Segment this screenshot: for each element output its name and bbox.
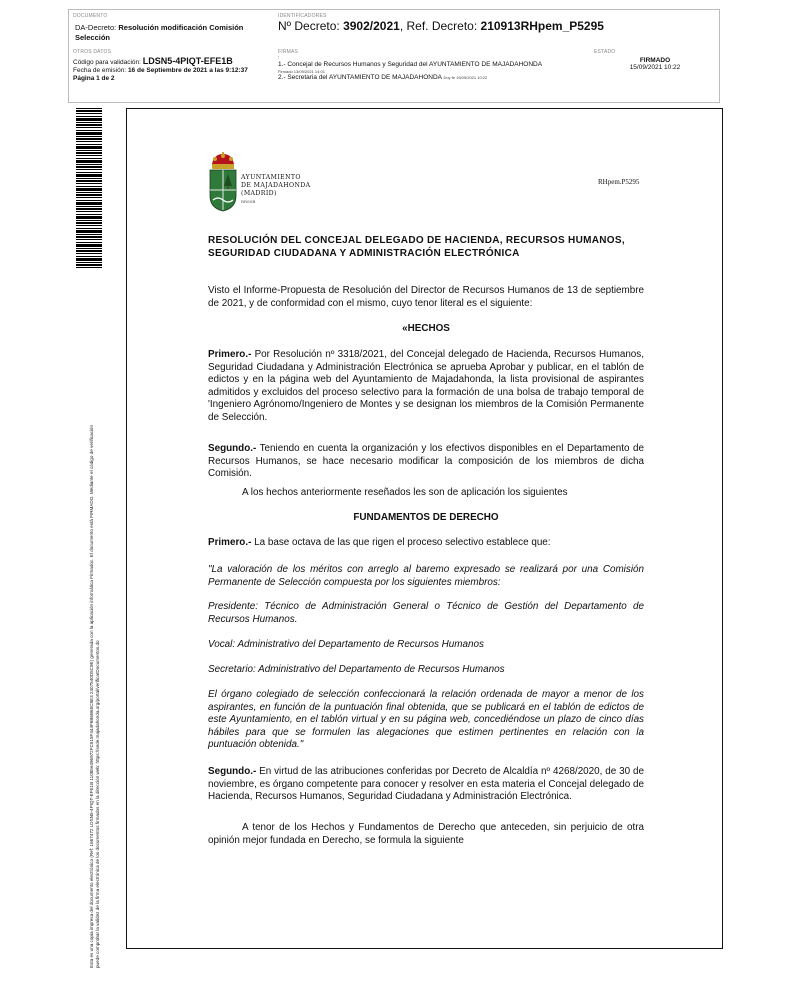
- fecha-label: Fecha de emisión:: [73, 67, 127, 74]
- fundamentos-segundo-text: En virtud de las atribuciones conferidas por Decreto de Alcaldía nº 4268/2020, de 30 de noviembre, es órgano competente para conocer y resolver en esta materia el Concejal delegado de Hacienda, Recursos Humanos, Seguridad Ciudadana y Administración Electrónica.: [208, 766, 644, 802]
- hechos-segundo-label: Segundo.-: [208, 443, 257, 454]
- firmas-caption: FIRMAS: [278, 49, 299, 55]
- pagina: Página 1 de 2: [73, 75, 115, 82]
- firma-2-detail: Doy fe 15/09/2021 10:22: [443, 75, 488, 80]
- codigo-row: [73, 57, 270, 67]
- hechos-primero-label: Primero.-: [208, 349, 252, 360]
- fundamentos-heading: FUNDAMENTOS DE DERECHO: [353, 512, 499, 523]
- identificadores-value: [278, 19, 716, 33]
- hechos-close: A los hechos anteriormente reseñados les son de aplicación los siguientes: [242, 487, 568, 498]
- decreto-number: 3902/2021: [343, 19, 400, 33]
- fundamentos-primero: [208, 537, 644, 550]
- barcode: [76, 108, 102, 270]
- hechos-segundo: [208, 443, 644, 481]
- header-firmas-cell: [274, 46, 590, 103]
- quote-paragraph-2: Presidente: Técnico de Administración General o Técnico de Gestión del Departamento de Recursos Humanos.: [208, 601, 644, 625]
- document-header: [68, 9, 720, 103]
- header-documento-cell: [69, 10, 274, 46]
- estado-caption: ESTADO: [594, 49, 616, 55]
- codigo-validacion: LDSN5-4PIQT-EFE1B: [142, 56, 233, 66]
- fundamentos-primero-text: La base octava de las que rigen el proceso selectivo establece que:: [251, 537, 551, 548]
- quote-paragraph-3: Vocal: Administrativo del Departamento de Recursos Humanos: [208, 639, 484, 650]
- decreto-label: Nº Decreto:: [278, 19, 340, 33]
- header-identificadores-cell: [274, 10, 720, 46]
- quote-paragraph-1: "La valoración de los méritos con arreglo al baremo expresado se realizará por una Comisión Permanente de Selección compuesta por los siguientes miembros:: [208, 564, 644, 588]
- otros-datos-caption: OTROS DATOS: [73, 49, 112, 55]
- inst-line-3: (MADRID): [241, 190, 277, 197]
- inst-line-2: DE MAJADAHONDA: [241, 182, 311, 189]
- hechos-heading: «HECHOS: [402, 323, 450, 334]
- fecha-emision: 16 de Septiembre de 2021 a las 9:12:37: [127, 67, 248, 74]
- header-otros-datos-cell: [69, 46, 274, 103]
- documento-caption: DOCUMENTO: [73, 13, 108, 19]
- intro-paragraph: Visto el Informe-Propuesta de Resolución del Director de Recursos Humanos de 13 de septiembre de 2021, y de conformidad con el mismo, cuyo tenor literal es el siguiente:: [208, 285, 644, 309]
- ref-number: 210913RHpem_P5295: [480, 19, 604, 33]
- verification-note: [89, 278, 101, 968]
- firma-2: [278, 74, 586, 82]
- crown-icon: [212, 152, 234, 169]
- pagina-row: [73, 75, 270, 83]
- firma-1: 1.- Concejal de Recursos Humanos y Seguridad del AYUNTAMIENTO DE MAJADAHONDA: [278, 61, 543, 68]
- verification-line-2: puede comprobar la validez de la firma electrónica de los documentos firmados en la dirección web: https://sede.majadahonda.org/portal/verificarDocumentos.do: [95, 640, 100, 968]
- coat-of-arms-logo: [208, 152, 238, 212]
- identificadores-caption: IDENTIFICADORES: [278, 13, 327, 19]
- hechos-primero-text: Por Resolución nº 3318/2021, del Concejal delegado de Hacienda, Recursos Humanos, Seguridad Ciudadana y Administración Electrónica se aprueba Aprobar y publicar, en el tablón de edictos y en la página web del Ayuntamiento de Majadahonda, la lista provisional de aspirantes admitidos y excluidos del proceso selectivo para la formación de una bolsa de trabajo temporal de 'Ingeniero Agrónomo/Ingeniero de Montes y se designan los miembros de la Comisión Permanente de Selección.: [208, 349, 644, 423]
- quote-paragraph-4: Secretario: Administrativo del Departamento de Recursos Humanos: [208, 664, 505, 675]
- codigo-label: Código para validación:: [73, 59, 141, 66]
- documento-value: [73, 23, 270, 43]
- fundamentos-primero-label: Primero.-: [208, 537, 252, 548]
- fecha-row: [73, 67, 270, 75]
- documento-type: DA-Decreto:: [75, 23, 117, 32]
- quote-paragraph-5: El órgano colegiado de selección confeccionará la relación ordenada de mayor a menor de los aspirantes, en función de la puntuación final obtenida, que se publicará en el tablón de edictos de este Ayuntamiento, en el tablón virtual y en su página web, concediéndose un plazo de cinco días hábiles para que se formulen las alegaciones que estimen pertinentes en relación con la puntuación obtenida.": [208, 689, 644, 750]
- ref-label: , Ref. Decreto:: [399, 19, 478, 33]
- institution-name: [241, 174, 311, 206]
- fundamentos-segundo: [208, 766, 644, 804]
- fundamentos-segundo-label: Segundo.-: [208, 766, 257, 777]
- estado-date: 15/09/2021 10:22: [629, 64, 681, 71]
- documento-title-2: Selección: [75, 33, 111, 42]
- closing-paragraph: A tenor de los Hechos y Fundamentos de Derecho que anteceden, sin perjuicio de otra opinión mejor fundada en Derecho, se formula la siguiente: [208, 822, 644, 846]
- firma-1-detail: Firmado 13/09/2021 14:01: [278, 69, 325, 74]
- resolution-title: RESOLUCIÓN DEL CONCEJAL DELEGADO DE HACIENDA, RECURSOS HUMANOS, SEGURIDAD CIUDADANA Y ADMINISTRACIÓN ELECTRÓNICA: [208, 235, 625, 259]
- firma-2-text: 2.- Secretaria del AYUNTAMIENTO DE MAJADAHONDA: [278, 74, 442, 81]
- header-estado-cell: [590, 46, 720, 103]
- estado-status: FIRMADO: [639, 57, 671, 64]
- inst-code: RRSSB: [241, 199, 256, 204]
- document-reference: RHpem.P5295: [598, 178, 640, 186]
- shield-icon: [210, 170, 236, 211]
- hechos-segundo-text: Teniendo en cuenta la organización y los efectivos disponibles en el Departamento de Recursos Humanos, se hace necesario modificar la composición de los miembros de dicha Comisión.: [208, 443, 644, 479]
- documento-title-1: Resolución modificación Comisión: [118, 23, 244, 32]
- verification-line-1: Esta es una copia impresa del documento electrónico (Ref: 1667472 LDSN5-4PIQT-EFE1B 11085e496972FC515F444F6B6B65C8E3 2407540D5C9E) generada con la aplicación informática Firmadoc. El documento está FIRMADO. Mediante el código de verificación: [89, 424, 94, 968]
- hechos-primero: [208, 349, 644, 424]
- firmas-bullet: :: [278, 55, 280, 61]
- inst-line-1: AYUNTAMIENTO: [241, 174, 301, 181]
